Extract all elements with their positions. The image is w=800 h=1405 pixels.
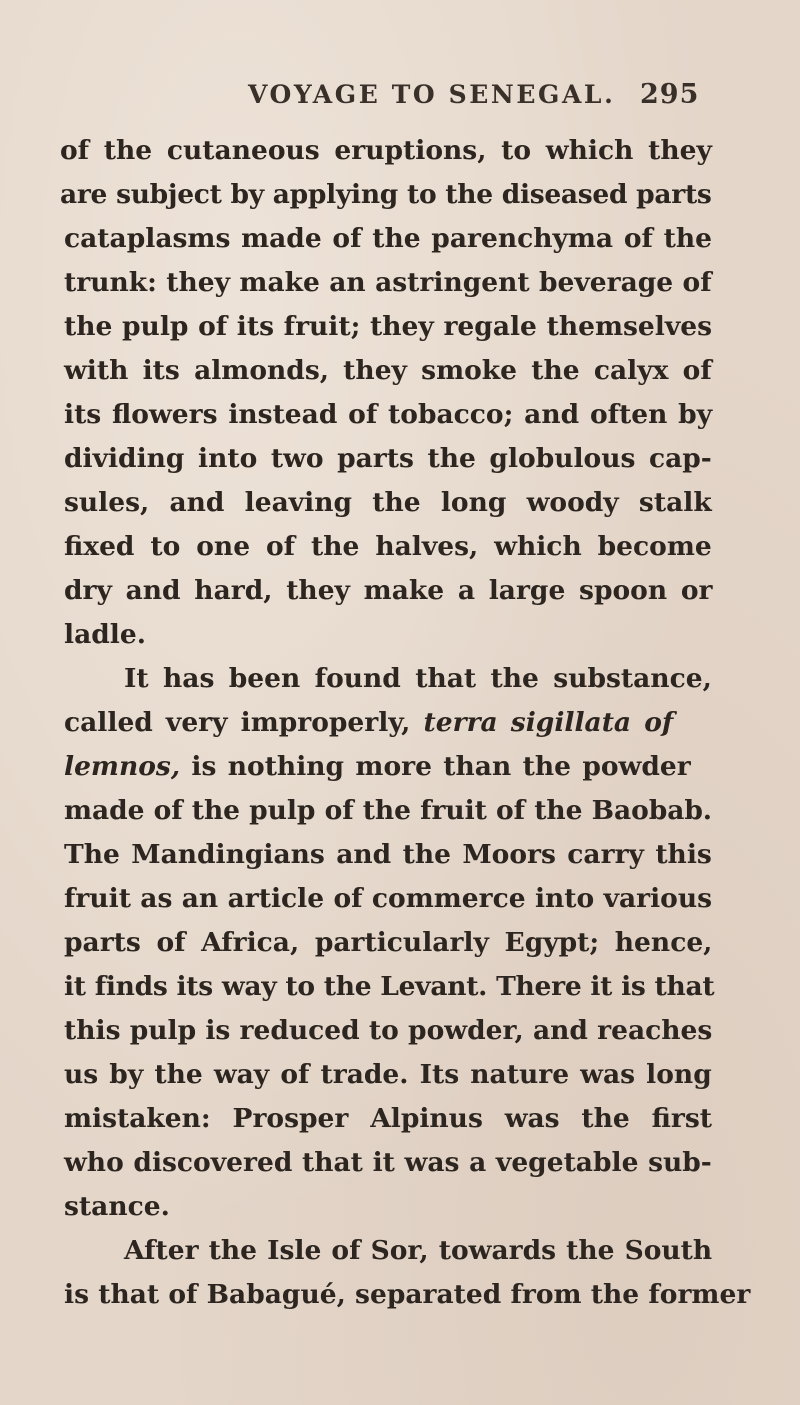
italic-phrase: lemnos, bbox=[64, 751, 181, 782]
text-line: is that of Babagué, separated from the former bbox=[64, 1279, 751, 1310]
text-line: fruit as an article of commerce into various bbox=[64, 883, 713, 914]
text-line: The Mandingians and the Moors carry this bbox=[64, 839, 712, 870]
text-line: sules, and leaving the long woody stalk bbox=[64, 487, 712, 518]
text-line: trunk: they make an astringent beverage of bbox=[64, 267, 712, 298]
text-line: it finds its way to the Levant. There it is that bbox=[64, 971, 715, 1002]
text-run: is nothing more than the powder bbox=[180, 751, 691, 782]
text-line bbox=[64, 704, 673, 742]
text-line: who discovered that it was a vegetable sub- bbox=[64, 1147, 712, 1178]
text-line: made of the pulp of the fruit of the Baobab. bbox=[64, 795, 712, 826]
text-line: dry and hard, they make a large spoon or bbox=[64, 575, 713, 606]
text-line: stance. bbox=[64, 1191, 170, 1222]
text-line: After the Isle of Sor, towards the South bbox=[124, 1235, 713, 1266]
text-line: mistaken: Prosper Alpinus was the first bbox=[64, 1103, 713, 1134]
text-line: fixed to one of the halves, which become bbox=[64, 531, 712, 562]
text-line: the pulp of its fruit; they regale themselves bbox=[64, 311, 713, 342]
text-run: called very improperly, bbox=[64, 707, 424, 738]
text-line: this pulp is reduced to powder, and reaches bbox=[64, 1015, 713, 1046]
text-line: us by the way of trade. Its nature was long bbox=[64, 1059, 712, 1090]
running-title: VOYAGE TO SENEGAL. bbox=[248, 80, 616, 109]
italic-phrase: terra sigillata of bbox=[423, 707, 674, 738]
page-number: 295 bbox=[640, 79, 700, 110]
text-line: cataplasms made of the parenchyma of the bbox=[64, 223, 713, 254]
text-line bbox=[64, 748, 691, 786]
running-head bbox=[248, 76, 728, 116]
text-line: dividing into two parts the globulous cap- bbox=[64, 443, 712, 474]
text-line: parts of Africa, particularly Egypt; hence, bbox=[64, 927, 713, 958]
text-line: of the cutaneous eruptions, to which they bbox=[60, 135, 712, 166]
text-line: with its almonds, they smoke the calyx of bbox=[64, 355, 712, 386]
text-line: It has been found that the substance, bbox=[124, 663, 712, 694]
text-line: are subject by applying to the diseased parts bbox=[60, 179, 712, 210]
text-line: ladle. bbox=[64, 619, 146, 650]
text-line: its flowers instead of tobacco; and often by bbox=[64, 399, 713, 430]
